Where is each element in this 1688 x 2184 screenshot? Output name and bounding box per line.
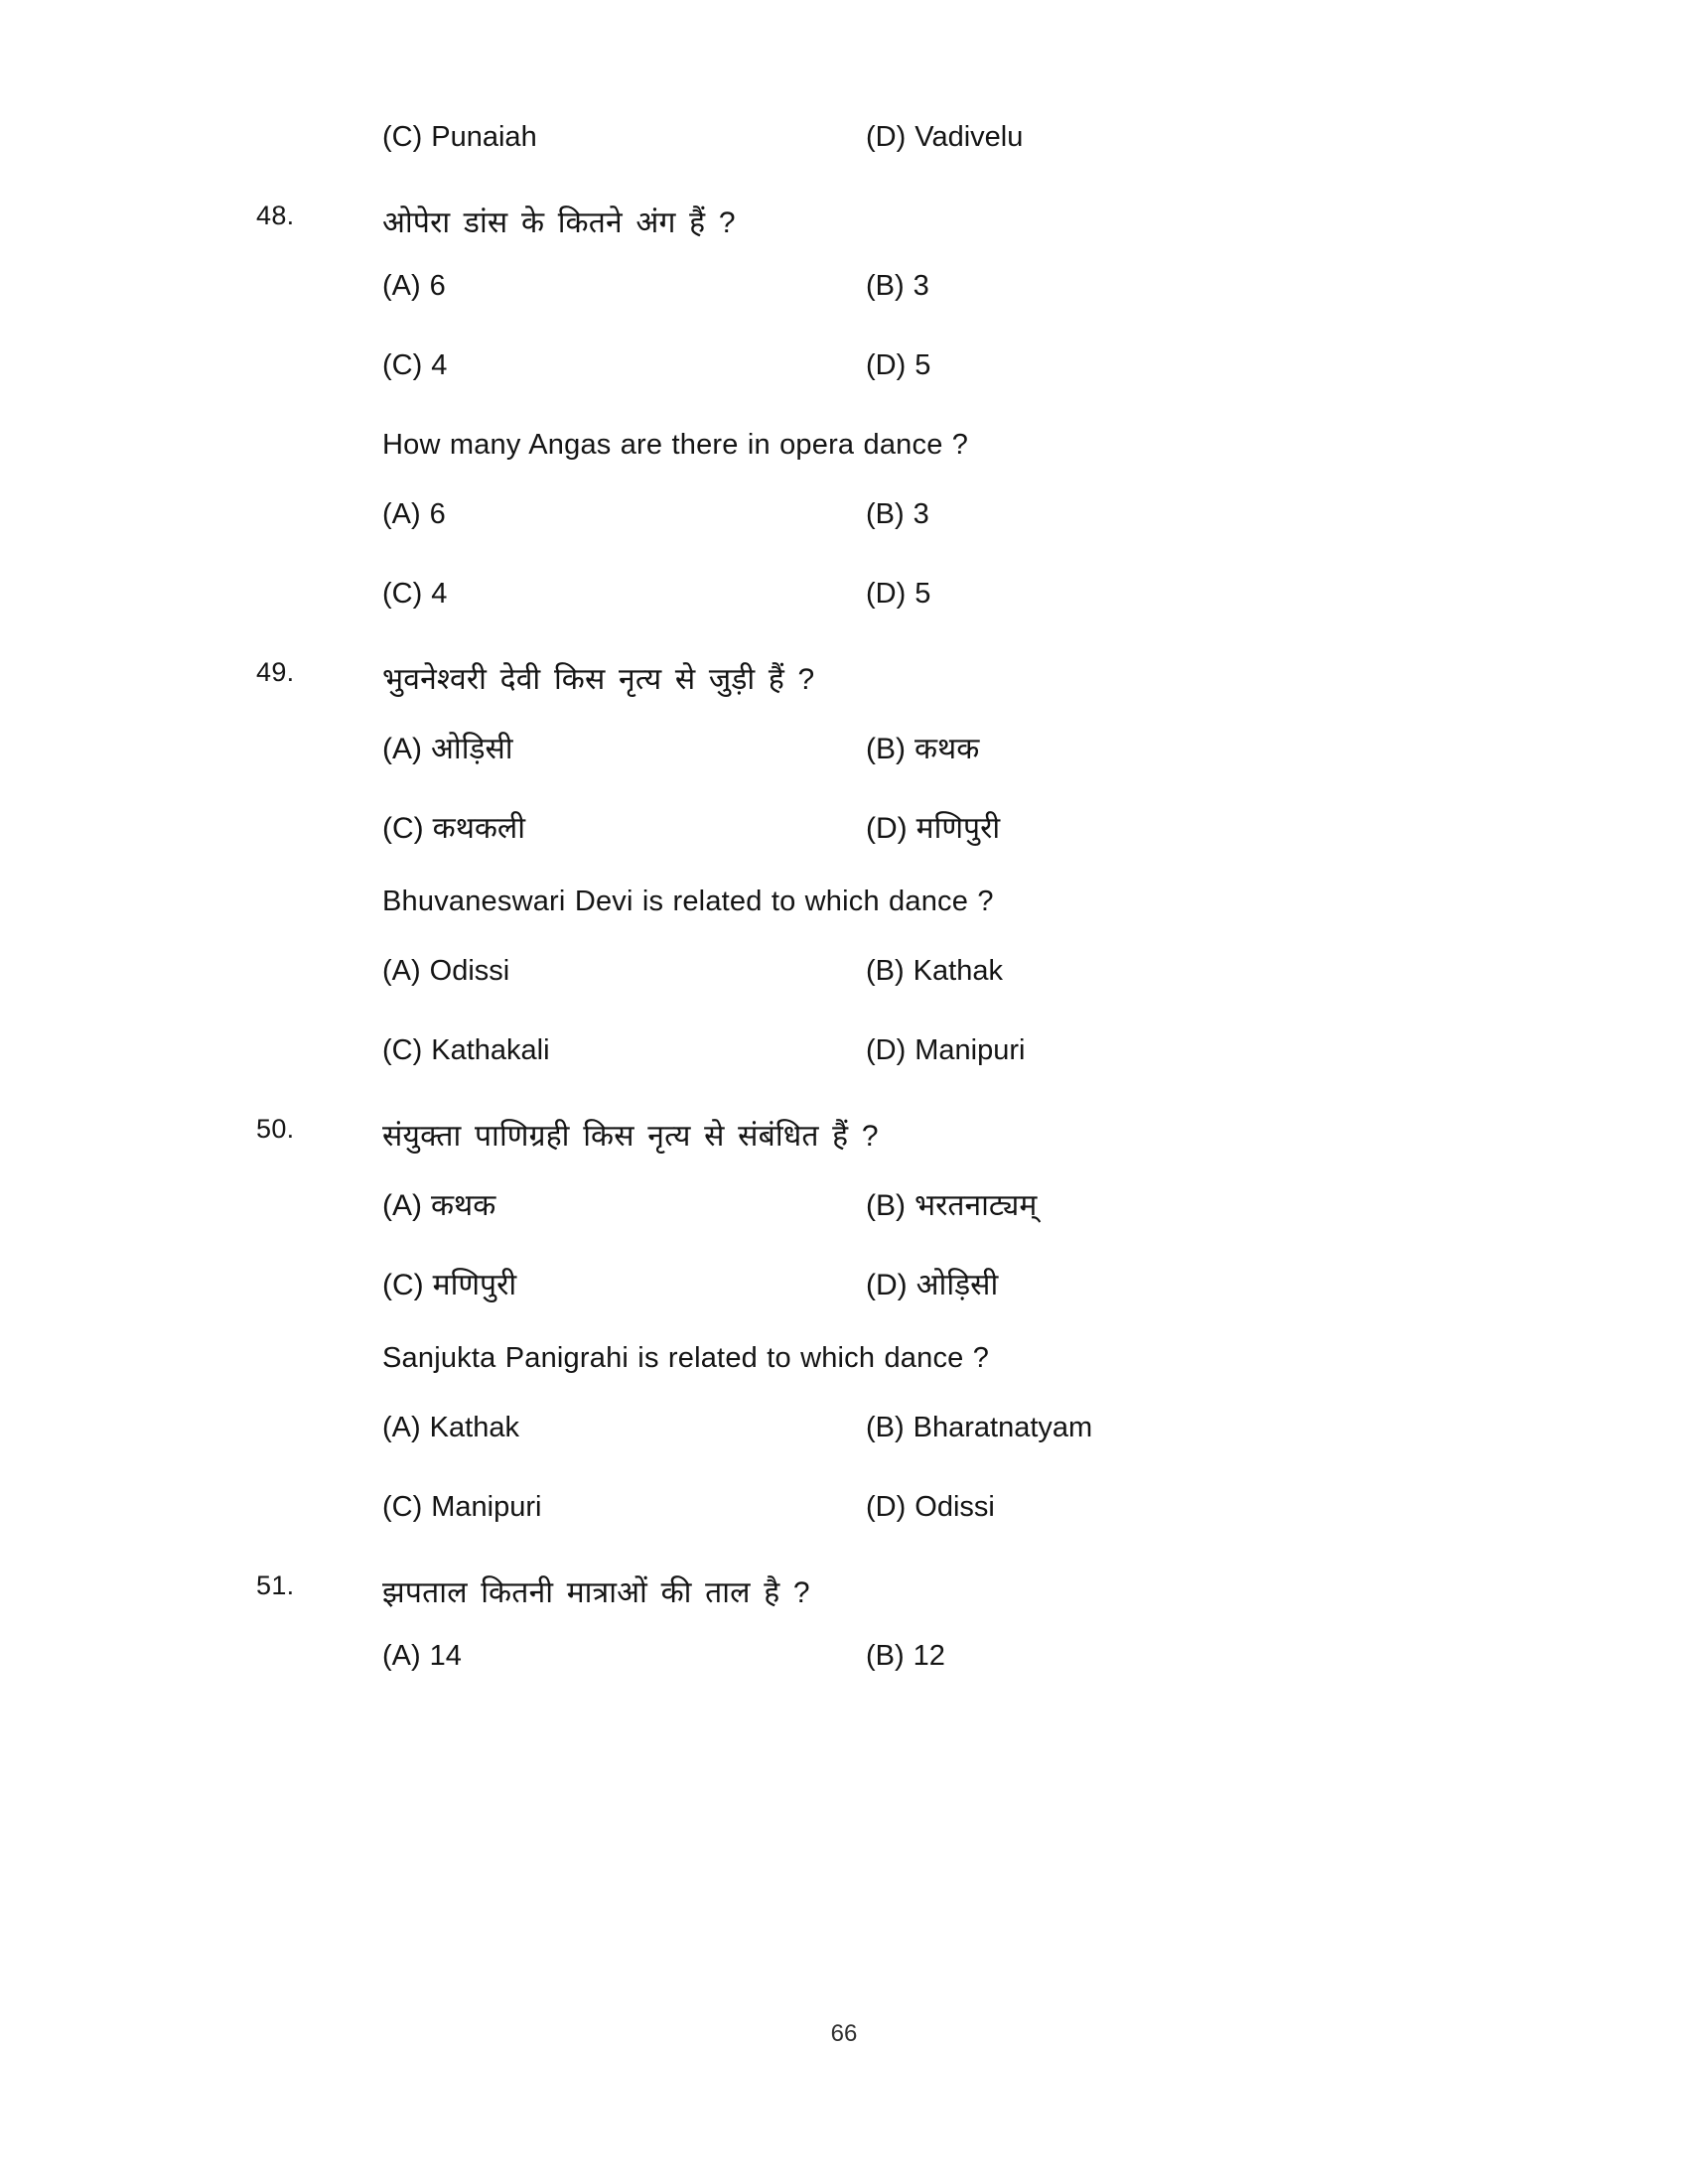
option-text: 3 xyxy=(913,270,929,302)
option-row-49-hindi-cd xyxy=(0,806,1688,886)
question-number-50: 50. xyxy=(256,1114,295,1144)
option-label: (D) xyxy=(866,1269,908,1301)
option-label: (D) xyxy=(866,349,907,381)
option-b-50-hindi xyxy=(866,1183,1037,1224)
option-text: 6 xyxy=(429,498,446,530)
option-label: (A) xyxy=(382,498,421,530)
option-row-49-english-cd xyxy=(0,1034,1688,1114)
option-row-48-english-ab xyxy=(0,498,1688,578)
option-b-48-hindi xyxy=(866,270,929,303)
option-row-51-hindi-ab xyxy=(0,1640,1688,1719)
option-label: (C) xyxy=(382,121,423,153)
option-text: Bharatnatyam xyxy=(913,1412,1093,1443)
page-number: 66 xyxy=(830,2020,858,2047)
option-row-48-hindi-ab xyxy=(0,270,1688,349)
question-heading-48-english xyxy=(0,429,1688,480)
question-text-hindi-48: ओपेरा डांस के कितने अंग हैं ? xyxy=(382,206,736,239)
question-block-50 xyxy=(0,1114,1688,1570)
option-row-48-hindi-cd xyxy=(0,349,1688,429)
option-d-50-english xyxy=(866,1491,995,1524)
option-text: मणिपुरी xyxy=(432,1269,517,1301)
option-b-50-english xyxy=(866,1412,1092,1444)
option-text: ओड़िसी xyxy=(431,733,513,765)
option-text: 5 xyxy=(914,578,931,610)
option-label: (C) xyxy=(382,1491,423,1523)
option-text: 6 xyxy=(429,270,446,302)
option-row-50-hindi-cd xyxy=(0,1263,1688,1342)
option-c-48-english xyxy=(382,578,447,611)
option-row-50-hindi-ab xyxy=(0,1183,1688,1263)
option-c-continued xyxy=(382,121,537,154)
option-label: (B) xyxy=(866,498,905,530)
question-text-hindi-51: झपताल कितनी मात्राओं की ताल है ? xyxy=(382,1576,810,1609)
option-c-49-hindi xyxy=(382,806,525,847)
option-text: Kathak xyxy=(429,1412,519,1443)
question-text-hindi-49: भुवनेश्वरी देवी किस नृत्य से जुड़ी हैं ? xyxy=(382,663,815,696)
question-text-english-49: Bhuvaneswari Devi is related to which dance ? xyxy=(382,886,994,917)
option-c-49-english xyxy=(382,1034,550,1067)
option-row-50-english-cd xyxy=(0,1491,1688,1570)
option-row-49-english-ab xyxy=(0,955,1688,1034)
option-d-50-hindi xyxy=(866,1263,998,1303)
question-block-51 xyxy=(0,1570,1688,1719)
option-text: 4 xyxy=(431,578,448,610)
option-text: ओड़िसी xyxy=(915,1269,999,1301)
option-text: Kathakali xyxy=(431,1034,550,1066)
option-a-49-english xyxy=(382,955,509,988)
option-label: (C) xyxy=(382,1269,424,1301)
option-label: (C) xyxy=(382,1034,423,1066)
option-text: भरतनाट्यम् xyxy=(914,1189,1038,1222)
option-text: 4 xyxy=(431,349,448,381)
option-c-48-hindi xyxy=(382,349,447,382)
option-label: (B) xyxy=(866,1189,906,1222)
question-heading-50-english xyxy=(0,1342,1688,1394)
option-b-51-hindi xyxy=(866,1640,945,1673)
option-d-48-hindi xyxy=(866,349,930,382)
option-a-49-hindi xyxy=(382,727,513,767)
option-b-49-english xyxy=(866,955,1003,988)
option-label: (B) xyxy=(866,1412,905,1443)
option-label: (D) xyxy=(866,1491,907,1523)
question-text-english-50: Sanjukta Panigrahi is related to which dance ? xyxy=(382,1342,990,1374)
option-text: Manipuri xyxy=(431,1491,542,1523)
option-text: कथक xyxy=(431,1189,496,1222)
option-d-48-english xyxy=(866,578,930,611)
option-label: (C) xyxy=(382,812,424,845)
option-label: (A) xyxy=(382,733,422,765)
option-row-49-hindi-ab xyxy=(0,727,1688,806)
option-text: मणिपुरी xyxy=(915,812,1001,845)
option-label: (A) xyxy=(382,1640,421,1672)
option-a-48-hindi xyxy=(382,270,446,303)
option-text: कथक xyxy=(914,733,980,765)
question-block-49 xyxy=(0,657,1688,1114)
option-label: (D) xyxy=(866,578,907,610)
option-c-50-english xyxy=(382,1491,541,1524)
option-text: Odissi xyxy=(914,1491,995,1523)
question-heading-51 xyxy=(0,1570,1688,1622)
option-label: (B) xyxy=(866,1640,905,1672)
option-label: (D) xyxy=(866,812,908,845)
option-text: Vadivelu xyxy=(914,121,1024,153)
option-label: (C) xyxy=(382,349,423,381)
question-number-51: 51. xyxy=(256,1570,295,1600)
option-b-49-hindi xyxy=(866,727,979,767)
option-b-48-english xyxy=(866,498,929,531)
option-row-48-english-cd xyxy=(0,578,1688,657)
option-text: Manipuri xyxy=(914,1034,1026,1066)
option-label: (D) xyxy=(866,1034,907,1066)
option-a-50-english xyxy=(382,1412,519,1444)
option-a-51-hindi xyxy=(382,1640,462,1673)
option-text: Odissi xyxy=(429,955,510,987)
question-heading-49-english xyxy=(0,886,1688,937)
question-text-english-48: How many Angas are there in opera dance ? xyxy=(382,429,969,461)
option-text: 3 xyxy=(913,498,929,530)
option-text: 5 xyxy=(914,349,931,381)
question-number-48: 48. xyxy=(256,201,295,230)
option-c-50-hindi xyxy=(382,1263,516,1303)
question-heading-48 xyxy=(0,201,1688,252)
option-text: 12 xyxy=(913,1640,945,1672)
option-label: (A) xyxy=(382,1189,422,1222)
option-a-48-english xyxy=(382,498,446,531)
option-label: (A) xyxy=(382,270,421,302)
option-a-50-hindi xyxy=(382,1183,495,1224)
question-text-hindi-50: संयुक्ता पाणिग्रही किस नृत्य से संबंधित हैं ? xyxy=(382,1120,879,1153)
option-d-continued xyxy=(866,121,1023,154)
option-label: (D) xyxy=(866,121,907,153)
option-label: (C) xyxy=(382,578,423,610)
option-d-49-hindi xyxy=(866,806,1000,847)
question-heading-50 xyxy=(0,1114,1688,1165)
question-block-48 xyxy=(0,201,1688,657)
option-text: कथकली xyxy=(432,812,526,845)
option-d-49-english xyxy=(866,1034,1025,1067)
continued-option-row xyxy=(0,121,1688,201)
option-label: (A) xyxy=(382,955,421,987)
option-label: (B) xyxy=(866,955,905,987)
page-content xyxy=(0,121,1688,1719)
option-text: 14 xyxy=(429,1640,462,1672)
option-label: (A) xyxy=(382,1412,421,1443)
option-text: Kathak xyxy=(913,955,1003,987)
option-label: (B) xyxy=(866,733,906,765)
option-row-50-english-ab xyxy=(0,1412,1688,1491)
option-text: Punaiah xyxy=(431,121,537,153)
option-label: (B) xyxy=(866,270,905,302)
question-number-49: 49. xyxy=(256,657,295,687)
question-heading-49 xyxy=(0,657,1688,709)
